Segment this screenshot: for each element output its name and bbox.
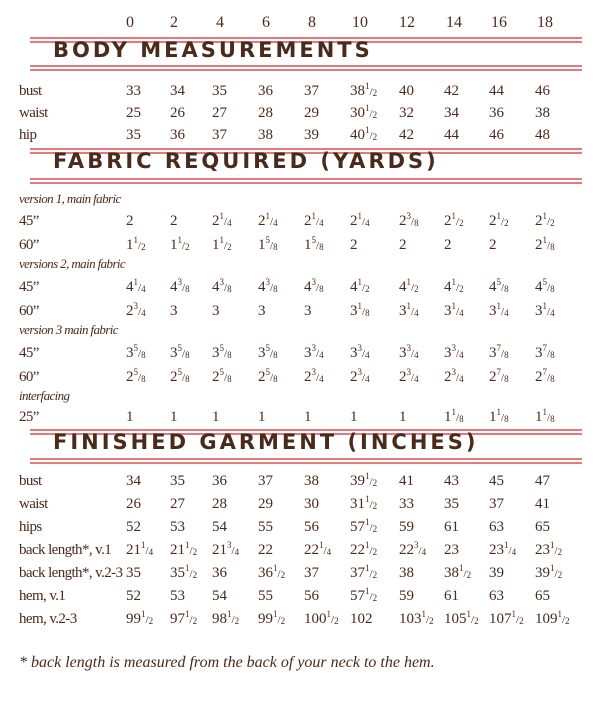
table-cell: $2^1/_4$ [212, 211, 232, 229]
table-cell: 3 [258, 303, 266, 319]
table-cell: 36 [489, 105, 504, 121]
table-cell: $2^1/_8$ [535, 235, 555, 253]
table-cell: $2^7/_8$ [535, 367, 555, 385]
table-cell: 39 [304, 127, 319, 143]
table-cell: $3^3/_4$ [350, 343, 370, 361]
table-cell: $30^1/_2$ [350, 103, 378, 121]
table-row [0, 562, 600, 584]
table-cell: $1^1/_2$ [170, 235, 190, 253]
table-cell: $4^1/_4$ [126, 277, 146, 295]
table-cell: 37 [212, 127, 227, 143]
table-cell: 1 [126, 409, 134, 425]
table-cell: 23 [444, 542, 459, 558]
table-cell: 32 [399, 105, 414, 121]
table-cell: 26 [170, 105, 185, 121]
table-cell: $23^1/_4$ [489, 540, 517, 558]
table-cell: $109^1/_2$ [535, 609, 570, 627]
table-cell: 28 [212, 496, 227, 512]
table-cell: $2^1/_4$ [350, 211, 370, 229]
table-row [0, 210, 600, 232]
row-label: bust [19, 473, 42, 489]
table-cell: 34 [170, 83, 185, 99]
footnote: * back length is measured from the back of your neck to the hem. [19, 654, 435, 671]
table-row [0, 102, 600, 124]
table-cell: $31^1/_2$ [350, 494, 378, 512]
row-label: hem, v.2-3 [19, 611, 77, 627]
table-cell: $3^1/_4$ [489, 301, 509, 319]
table-cell: 35 [170, 473, 185, 489]
table-cell: $1^1/_8$ [489, 407, 509, 425]
table-cell: $2^1/_2$ [535, 211, 555, 229]
table-row [0, 80, 600, 102]
table-cell: 3 [212, 303, 220, 319]
table-cell: 35 [212, 83, 227, 99]
table-cell: $21^3/_4$ [212, 540, 240, 558]
table-cell: 37 [258, 473, 273, 489]
table-cell: $3^7/_8$ [489, 343, 509, 361]
row-label: 25” [19, 409, 39, 425]
table-cell: 44 [444, 127, 459, 143]
table-cell: $3^1/_4$ [444, 301, 464, 319]
table-cell: $4^3/_8$ [170, 277, 190, 295]
table-row [0, 493, 600, 515]
table-cell: 2 [489, 237, 497, 253]
table-cell: $37^1/_2$ [350, 563, 378, 581]
row-label: back length*, v.1 [19, 542, 112, 558]
table-cell: 37 [489, 496, 504, 512]
table-cell: $2^1/_4$ [258, 211, 278, 229]
table-cell: 61 [444, 519, 459, 535]
table-cell: $1^1/_8$ [535, 407, 555, 425]
table-cell: $3^7/_8$ [535, 343, 555, 361]
size-14: 14 [446, 14, 462, 31]
table-cell: 52 [126, 519, 141, 535]
table-cell: 22 [258, 542, 273, 558]
table-cell: $35^1/_2$ [170, 563, 198, 581]
table-row [0, 470, 600, 492]
table-cell: 55 [258, 588, 273, 604]
table-cell: 34 [126, 473, 141, 489]
row-label: back length*, v.2-3 [19, 565, 123, 581]
table-cell: 59 [399, 519, 414, 535]
table-cell: $4^3/_8$ [212, 277, 232, 295]
table-row [0, 276, 600, 298]
table-cell: 36 [212, 565, 227, 581]
table-cell: $2^3/_4$ [444, 367, 464, 385]
table-cell: $2^3/_4$ [304, 367, 324, 385]
table-cell: 33 [126, 83, 141, 99]
table-cell: $4^5/_8$ [489, 277, 509, 295]
table-cell: 35 [126, 565, 141, 581]
table-cell: 38 [258, 127, 273, 143]
table-cell: $57^1/_2$ [350, 517, 378, 535]
table-row [0, 342, 600, 364]
table-cell: 45 [489, 473, 504, 489]
table-cell: $39^1/_2$ [535, 563, 563, 581]
table-cell: $2^1/_2$ [444, 211, 464, 229]
table-cell: $3^3/_4$ [399, 343, 419, 361]
table-cell: 1 [212, 409, 220, 425]
table-row [0, 608, 600, 630]
fabric-group-header: versions 2, main fabric [19, 256, 126, 271]
table-cell: 52 [126, 588, 141, 604]
table-cell: 26 [126, 496, 141, 512]
table-cell: 56 [304, 588, 319, 604]
table-cell: 2 [399, 237, 407, 253]
table-cell: 54 [212, 588, 227, 604]
table-cell: $39^1/_2$ [350, 471, 378, 489]
table-cell: 30 [304, 496, 319, 512]
table-cell: 40 [399, 83, 414, 99]
table-row [0, 234, 600, 256]
table-cell: $1^1/_2$ [126, 235, 146, 253]
table-cell: 29 [258, 496, 273, 512]
section-title: BODY MEASUREMENTS [53, 38, 373, 62]
table-cell: $2^5/_8$ [258, 367, 278, 385]
row-label: 60” [19, 369, 39, 385]
table-cell: $2^5/_8$ [126, 367, 146, 385]
table-row [0, 516, 600, 538]
table-cell: 38 [399, 565, 414, 581]
table-cell: $40^1/_2$ [350, 125, 378, 143]
table-cell: $2^1/_2$ [489, 211, 509, 229]
table-row [0, 539, 600, 561]
table-cell: $57^1/_2$ [350, 586, 378, 604]
table-cell: 41 [399, 473, 414, 489]
table-cell: 42 [444, 83, 459, 99]
size-0: 0 [126, 14, 134, 31]
table-row [0, 406, 600, 428]
table-cell: 1 [258, 409, 266, 425]
table-cell: $2^3/_4$ [350, 367, 370, 385]
table-cell: 36 [212, 473, 227, 489]
row-label: hip [19, 127, 37, 143]
table-cell: $2^7/_8$ [489, 367, 509, 385]
table-cell: $2^5/_8$ [212, 367, 232, 385]
section-finished-garment [0, 429, 600, 463]
table-cell: $4^1/_2$ [399, 277, 419, 295]
section-title: FABRIC REQUIRED (YARDS) [53, 149, 439, 173]
table-cell: $3^3/_4$ [444, 343, 464, 361]
row-label: waist [19, 496, 48, 512]
table-cell: $103^1/_2$ [399, 609, 434, 627]
table-cell: 33 [399, 496, 414, 512]
size-12: 12 [399, 14, 415, 31]
table-cell: 54 [212, 519, 227, 535]
table-cell: 29 [304, 105, 319, 121]
table-cell: 36 [170, 127, 185, 143]
table-cell: 36 [258, 83, 273, 99]
table-cell: 3 [170, 303, 178, 319]
table-cell: $105^1/_2$ [444, 609, 479, 627]
table-cell: $3^1/_4$ [399, 301, 419, 319]
table-cell: 47 [535, 473, 550, 489]
table-cell: $23^1/_2$ [535, 540, 563, 558]
table-row [0, 585, 600, 607]
table-cell: 43 [444, 473, 459, 489]
table-cell: $107^1/_2$ [489, 609, 524, 627]
table-cell: $1^1/_8$ [444, 407, 464, 425]
table-cell: $98^1/_2$ [212, 609, 240, 627]
size-8: 8 [308, 14, 316, 31]
table-cell: 1 [350, 409, 358, 425]
table-cell: $3^1/_4$ [535, 301, 555, 319]
table-cell: 2 [126, 213, 134, 229]
table-cell: 1 [399, 409, 407, 425]
table-cell: 2 [444, 237, 452, 253]
section-body-measurements [0, 37, 600, 71]
table-cell: 53 [170, 588, 185, 604]
table-cell: $3^5/_8$ [212, 343, 232, 361]
table-cell: $38^1/_2$ [350, 81, 378, 99]
table-cell: 2 [170, 213, 178, 229]
fabric-group-header: version 1, main fabric [19, 191, 121, 206]
table-cell: 48 [535, 127, 550, 143]
table-cell: 65 [535, 519, 550, 535]
table-cell: $3^5/_8$ [126, 343, 146, 361]
table-cell: 37 [304, 83, 319, 99]
table-cell: $4^1/_2$ [350, 277, 370, 295]
table-cell: 35 [126, 127, 141, 143]
table-cell: $2^5/_8$ [170, 367, 190, 385]
table-cell: 42 [399, 127, 414, 143]
size-header-row [0, 12, 600, 34]
table-row [0, 366, 600, 388]
row-label: bust [19, 83, 42, 99]
table-cell: 35 [444, 496, 459, 512]
table-cell: 63 [489, 519, 504, 535]
table-row [0, 124, 600, 146]
table-cell: $22^1/_2$ [350, 540, 378, 558]
table-row [0, 300, 600, 322]
table-cell: $2^1/_4$ [304, 211, 324, 229]
table-cell: 38 [535, 105, 550, 121]
table-cell: $4^5/_8$ [535, 277, 555, 295]
table-cell: 3 [304, 303, 312, 319]
table-cell: 63 [489, 588, 504, 604]
size-18: 18 [537, 14, 553, 31]
table-cell: 28 [258, 105, 273, 121]
table-cell: 56 [304, 519, 319, 535]
size-2: 2 [170, 14, 178, 31]
table-cell: $21^1/_2$ [170, 540, 198, 558]
row-label: waist [19, 105, 48, 121]
table-cell: 46 [535, 83, 550, 99]
table-cell: $1^5/_8$ [258, 235, 278, 253]
row-label: 60” [19, 303, 39, 319]
table-cell: 25 [126, 105, 141, 121]
row-label: hem, v.1 [19, 588, 66, 604]
table-cell: $38^1/_2$ [444, 563, 472, 581]
size-16: 16 [491, 14, 507, 31]
table-cell: 44 [489, 83, 504, 99]
table-cell: 1 [170, 409, 178, 425]
table-cell: 38 [304, 473, 319, 489]
table-cell: $2^3/_4$ [126, 301, 146, 319]
table-cell: $21^1/_4$ [126, 540, 154, 558]
table-cell: 1 [304, 409, 312, 425]
table-cell: $4^3/_8$ [258, 277, 278, 295]
table-cell: $3^1/_8$ [350, 301, 370, 319]
table-cell: $36^1/_2$ [258, 563, 286, 581]
table-cell: $1^5/_8$ [304, 235, 324, 253]
table-cell: $4^1/_2$ [444, 277, 464, 295]
size-10: 10 [352, 14, 368, 31]
row-label: 45” [19, 345, 39, 361]
row-label: 45” [19, 213, 39, 229]
row-label: 45” [19, 279, 39, 295]
table-cell: 61 [444, 588, 459, 604]
table-cell: 59 [399, 588, 414, 604]
row-label: hips [19, 519, 42, 535]
section-title: FINISHED GARMENT (INCHES) [53, 430, 479, 454]
table-cell: 2 [350, 237, 358, 253]
table-cell: 102 [350, 611, 373, 627]
table-cell: 55 [258, 519, 273, 535]
table-cell: $97^1/_2$ [170, 609, 198, 627]
row-label: 60” [19, 237, 39, 253]
fabric-group-header: interfacing [19, 388, 70, 403]
table-cell: $99^1/_2$ [126, 609, 154, 627]
table-cell: 65 [535, 588, 550, 604]
table-cell: $4^3/_8$ [304, 277, 324, 295]
section-fabric-required [0, 148, 600, 182]
table-cell: $100^1/_2$ [304, 609, 339, 627]
table-cell: 37 [304, 565, 319, 581]
table-cell: 34 [444, 105, 459, 121]
table-cell: 27 [212, 105, 227, 121]
table-cell: $3^3/_4$ [304, 343, 324, 361]
table-cell: $2^3/_4$ [399, 367, 419, 385]
table-cell: $22^3/_4$ [399, 540, 427, 558]
table-cell: $22^1/_4$ [304, 540, 332, 558]
table-cell: 46 [489, 127, 504, 143]
table-cell: $3^5/_8$ [258, 343, 278, 361]
table-cell: $2^3/_8$ [399, 211, 419, 229]
size-6: 6 [262, 14, 270, 31]
table-cell: $1^1/_2$ [212, 235, 232, 253]
table-cell: 39 [489, 565, 504, 581]
table-cell: $3^5/_8$ [170, 343, 190, 361]
size-4: 4 [216, 14, 224, 31]
table-cell: 27 [170, 496, 185, 512]
fabric-group-header: version 3 main fabric [19, 322, 118, 337]
table-cell: 53 [170, 519, 185, 535]
table-cell: 41 [535, 496, 550, 512]
table-cell: $99^1/_2$ [258, 609, 286, 627]
